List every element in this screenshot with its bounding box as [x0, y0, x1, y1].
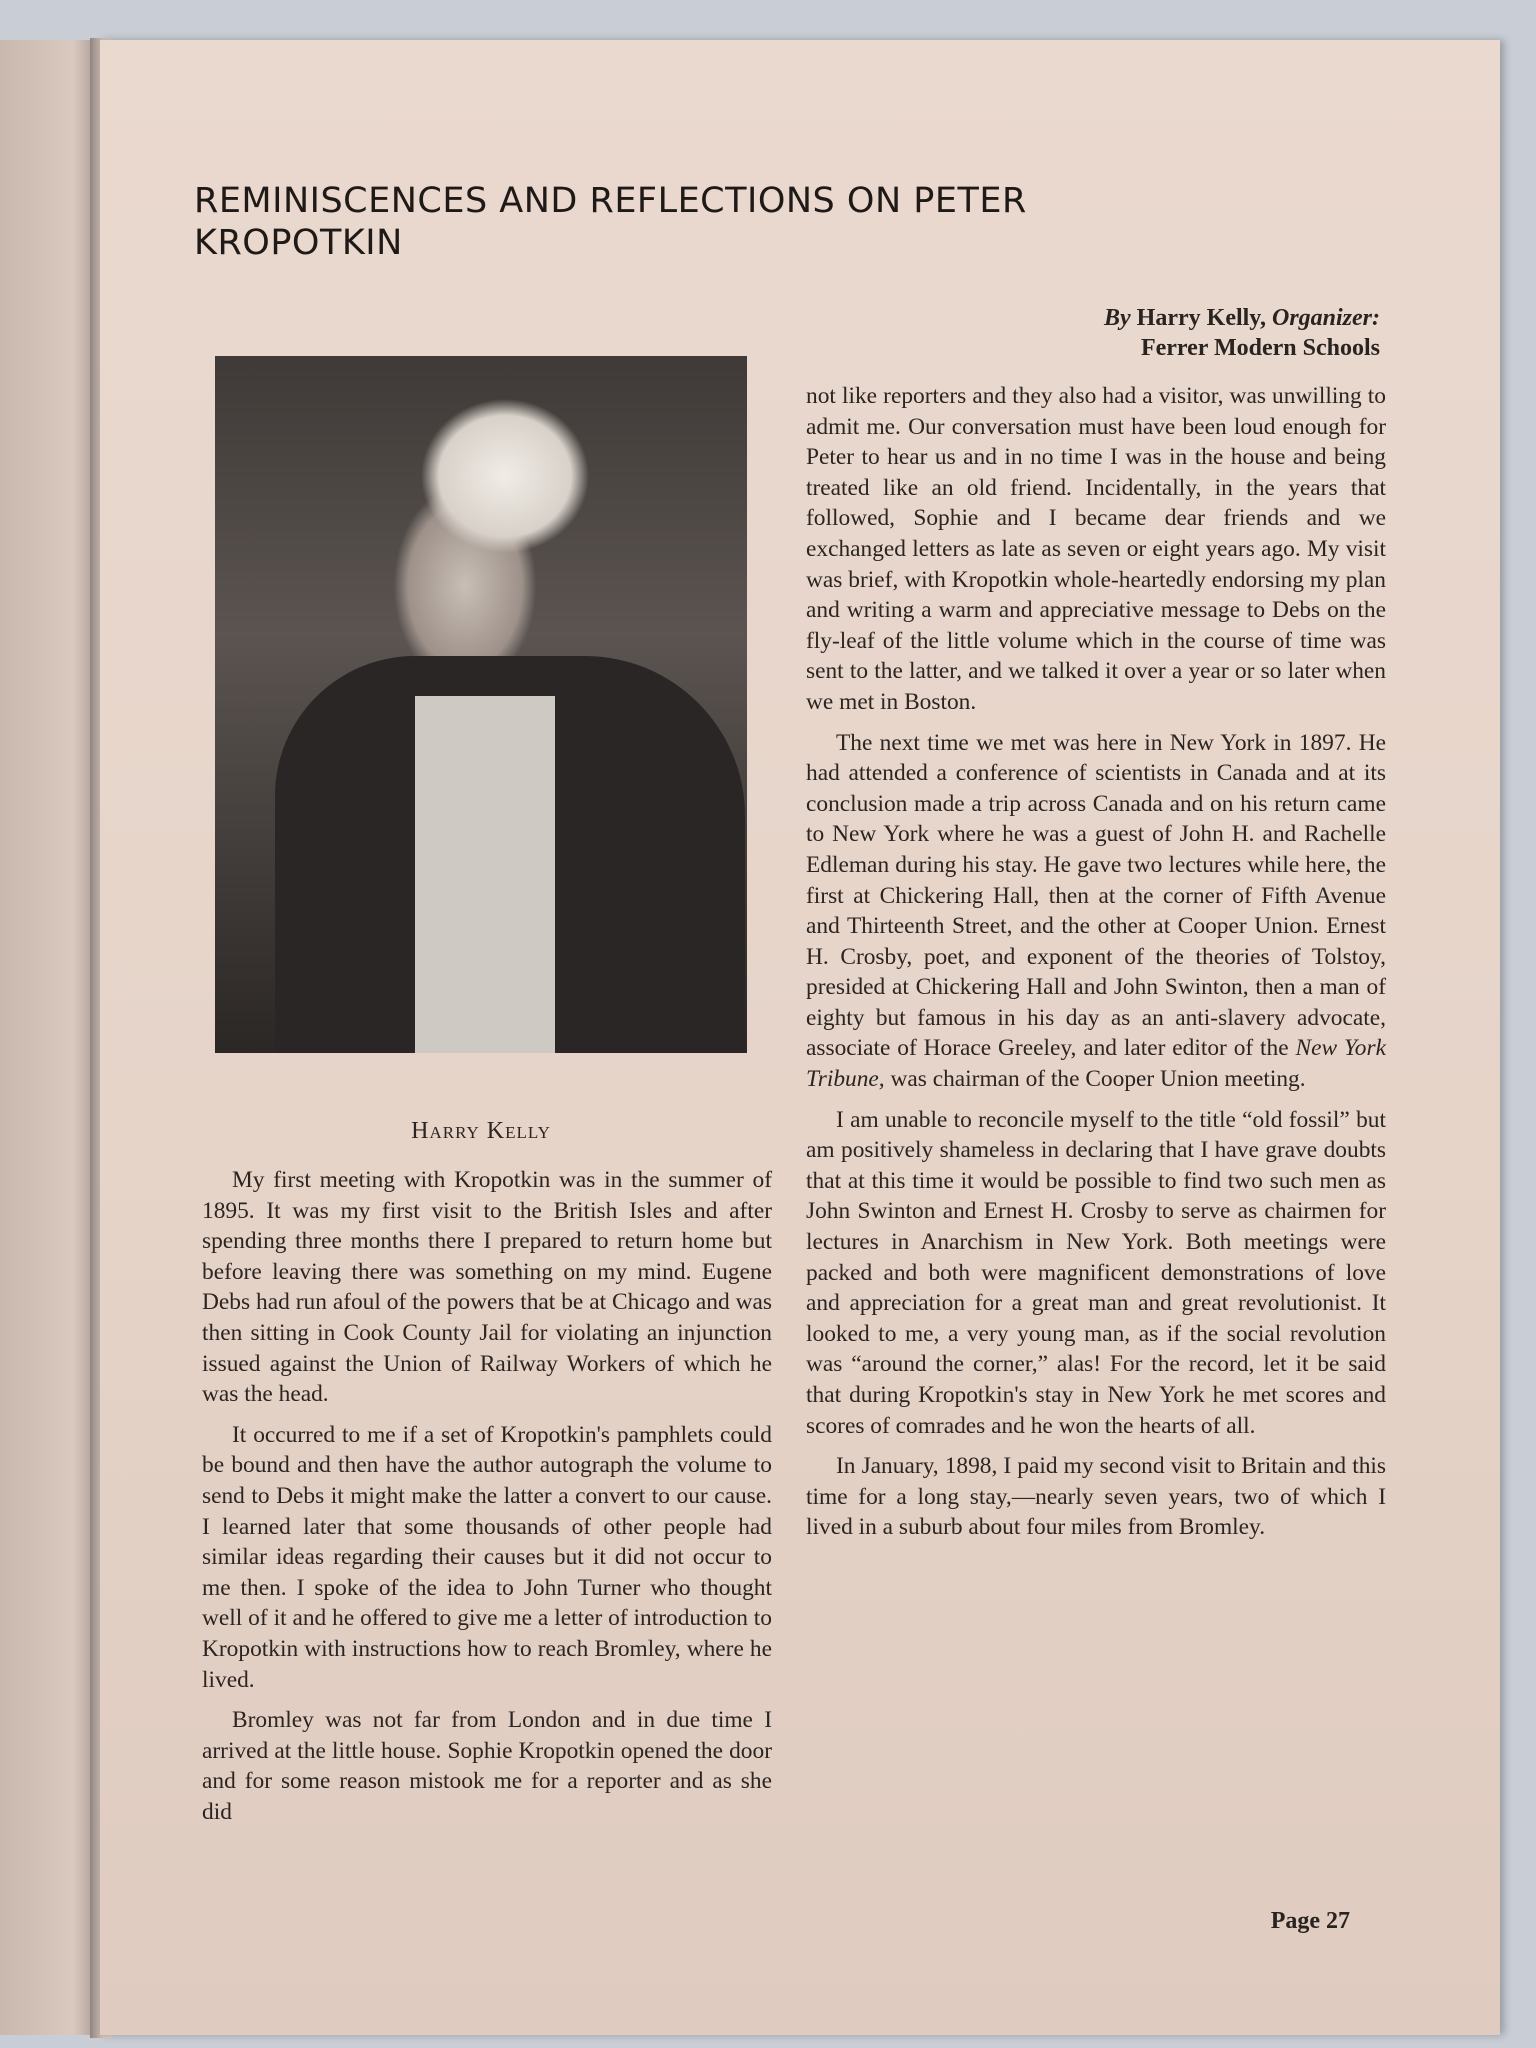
- byline-by: By: [1104, 305, 1131, 331]
- paragraph-text: was chairman of the Cooper Union meeting.: [884, 1066, 1306, 1093]
- byline-role: Organizer:: [1271, 305, 1380, 331]
- paragraph-text: The next time we met was here in New York in 1897. He had attended a conference of scientists in Canada and at its conclusion made a trip across Canada and on his return came to New York where he was a guest of John H. and Rachelle Edleman during his stay. He gave two lectures while here, the first at Chickering Hall, then at the corner of Fifth Avenue and Thirteenth Street, and the other at Cooper Union. Ernest H. Crosby, poet, and exponent of the theories of Tolstoy, presided at Chickering Hall and John Swinton, then a man of eighty but famous in his day as an anti-slavery advocate, associate of Horace Greeley, and later editor of the: [806, 729, 1386, 1062]
- byline-author: Harry Kelly,: [1136, 305, 1266, 331]
- newspaper-title: New York Tribune,: [806, 1035, 1386, 1093]
- paragraph: In January, 1898, I paid my second visit to Britain and this time for a long stay,—nearly seven years, two of which I lived in a suburb about four miles from Bromley.: [806, 1453, 1386, 1541]
- photo-shirt: [415, 696, 555, 1053]
- byline-organization: Ferrer Modern Schools: [1140, 335, 1380, 361]
- paragraph: My first meeting with Kropotkin was in the summer of 1895. It was my first visit to the British Isles and after spending three months there I prepared to return home but before leaving there was something on my mind. Eugene Debs had run afoul of the powers that be at Chicago and was then sitting in Cook County Jail for violating an injunction issued against the Union of Railway Workers of which he was the head.: [202, 1167, 772, 1408]
- paragraph-continued: not like reporters and they also had a visitor, was unwilling to admit me. Our conversation must have been loud enough for Peter to hear us and in no time I was in the house and being treated like an old friend. Incidentally, in the years that followed, Sophie and I became dear friends and we exchanged letters as late as seven or eight years ago. My visit was brief, with Kropotkin whole-heartedly endorsing my plan and writing a warm and appreciative message to Debs on the fly-leaf of the little volume which in the course of time was sent to the latter, and we talked it over a year or so later when we met in Boston.: [806, 383, 1386, 715]
- paragraph: It occurred to me if a set of Kropotkin's pamphlets could be bound and then have the author autograph the volume to send to Debs it might make the latter a convert to our cause. I learned later that some thousands of other people had similar ideas regarding their causes but it did not occur to me then. I spoke of the idea to John Turner who thought well of it and he offered to give me a letter of introduction to Kropotkin with instructions how to reach Bromley, where he lived.: [202, 1421, 772, 1693]
- article-title: REMINISCENCES AND REFLECTIONS ON PETER KROPOTKIN: [194, 181, 1027, 263]
- magazine-page: [100, 40, 1500, 2035]
- portrait-photo: [215, 356, 747, 1053]
- page-number: Page 27: [1270, 1908, 1350, 1934]
- article-byline: [1104, 303, 1380, 363]
- photo-caption: Harry Kelly: [411, 1118, 551, 1144]
- paragraph: I am unable to reconcile myself to the title “old fossil” but am positively shameless in declaring that I have grave doubts that at this time it would be possible to find two such men as John Swinton and Ernest H. Crosby to serve as chairmen for lectures in Anarchism in New York. Both meetings were packed and both were magnificent demonstrations of love and appreciation for a great man and great revolutionist. It looked to me, a very young man, as if the social revolution was “around the corner,” alas! For the record, let it be said that during Kropotkin's stay in New York he met scores and scores of comrades and he won the hearts of all.: [806, 1106, 1386, 1439]
- paragraph: Bromley was not far from London and in due time I arrived at the little house. Sophie Kropotkin opened the door and for some reason mistook me for a reporter and as she did: [202, 1707, 772, 1825]
- left-column: [202, 1165, 772, 1837]
- paragraph: [806, 728, 1386, 1095]
- right-column: [806, 381, 1386, 1553]
